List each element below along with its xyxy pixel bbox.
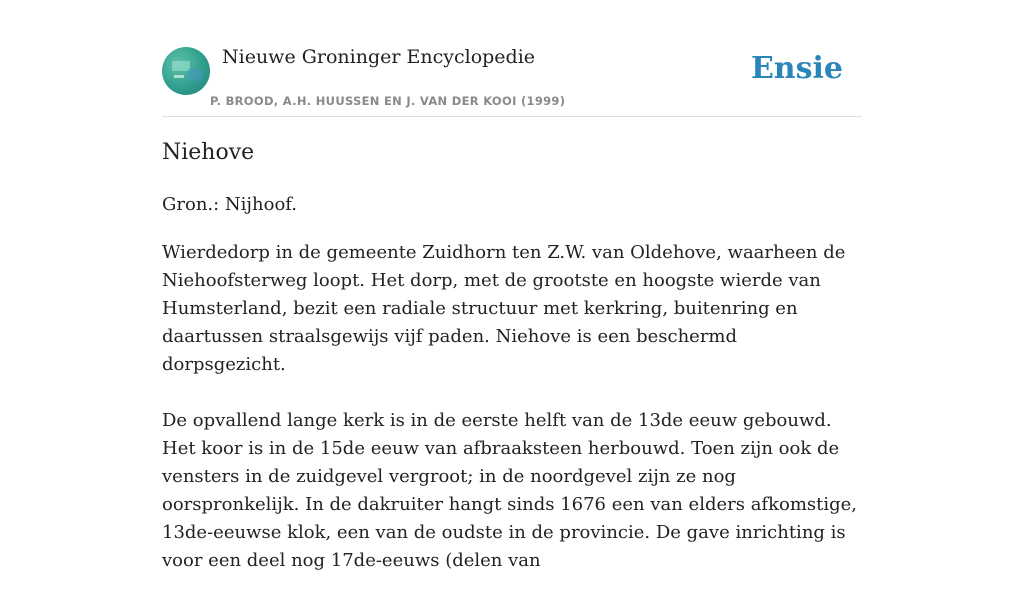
- cover-detail: [188, 69, 202, 81]
- entry-paragraph: Wierdedorp in de gemeente Zuidhorn ten Z.W. van Oldehove, waarheen de Niehoofsterweg loopt. Het dorp, met de grootste en hoogste wierde van Humsterland, bezit een radiale structuur met kerkring, buitenring en daartussen straalsgewijs vijf paden. Niehove is een beschermd dorpsgezicht.: [162, 242, 846, 375]
- ensie-logo-link[interactable]: Ensie: [750, 51, 843, 86]
- book-title-link[interactable]: Nieuwe Groninger Encyclopedie: [222, 46, 536, 68]
- entry-title: Niehove: [162, 140, 255, 165]
- content-column: [162, 0, 862, 571]
- entry-alias: Gron.: Nijhoof.: [162, 194, 298, 215]
- book-cover-image[interactable]: [162, 47, 210, 95]
- header: [162, 0, 862, 117]
- entry-body: [162, 239, 862, 603]
- cover-detail: [174, 75, 184, 78]
- book-authors: P. BROOD, A.H. HUUSSEN EN J. VAN DER KOOI (1999): [210, 94, 566, 108]
- entry-paragraph: De opvallend lange kerk is in de eerste helft van de 13de eeuw gebouwd. Het koor is in de 15de eeuw van afbraaksteen herbouwd. Toen zijn ook de vensters in de zuidgevel vergroot; in de noordgevel zijn ze nog oorspronkelijk. In de dakruiter hangt sinds 1676 een van elders afkomstige, 13de-eeuwse klok, een van de oudste in de provincie. De gave inrichting is voor een deel nog 17de-eeuws (delen van: [162, 410, 858, 571]
